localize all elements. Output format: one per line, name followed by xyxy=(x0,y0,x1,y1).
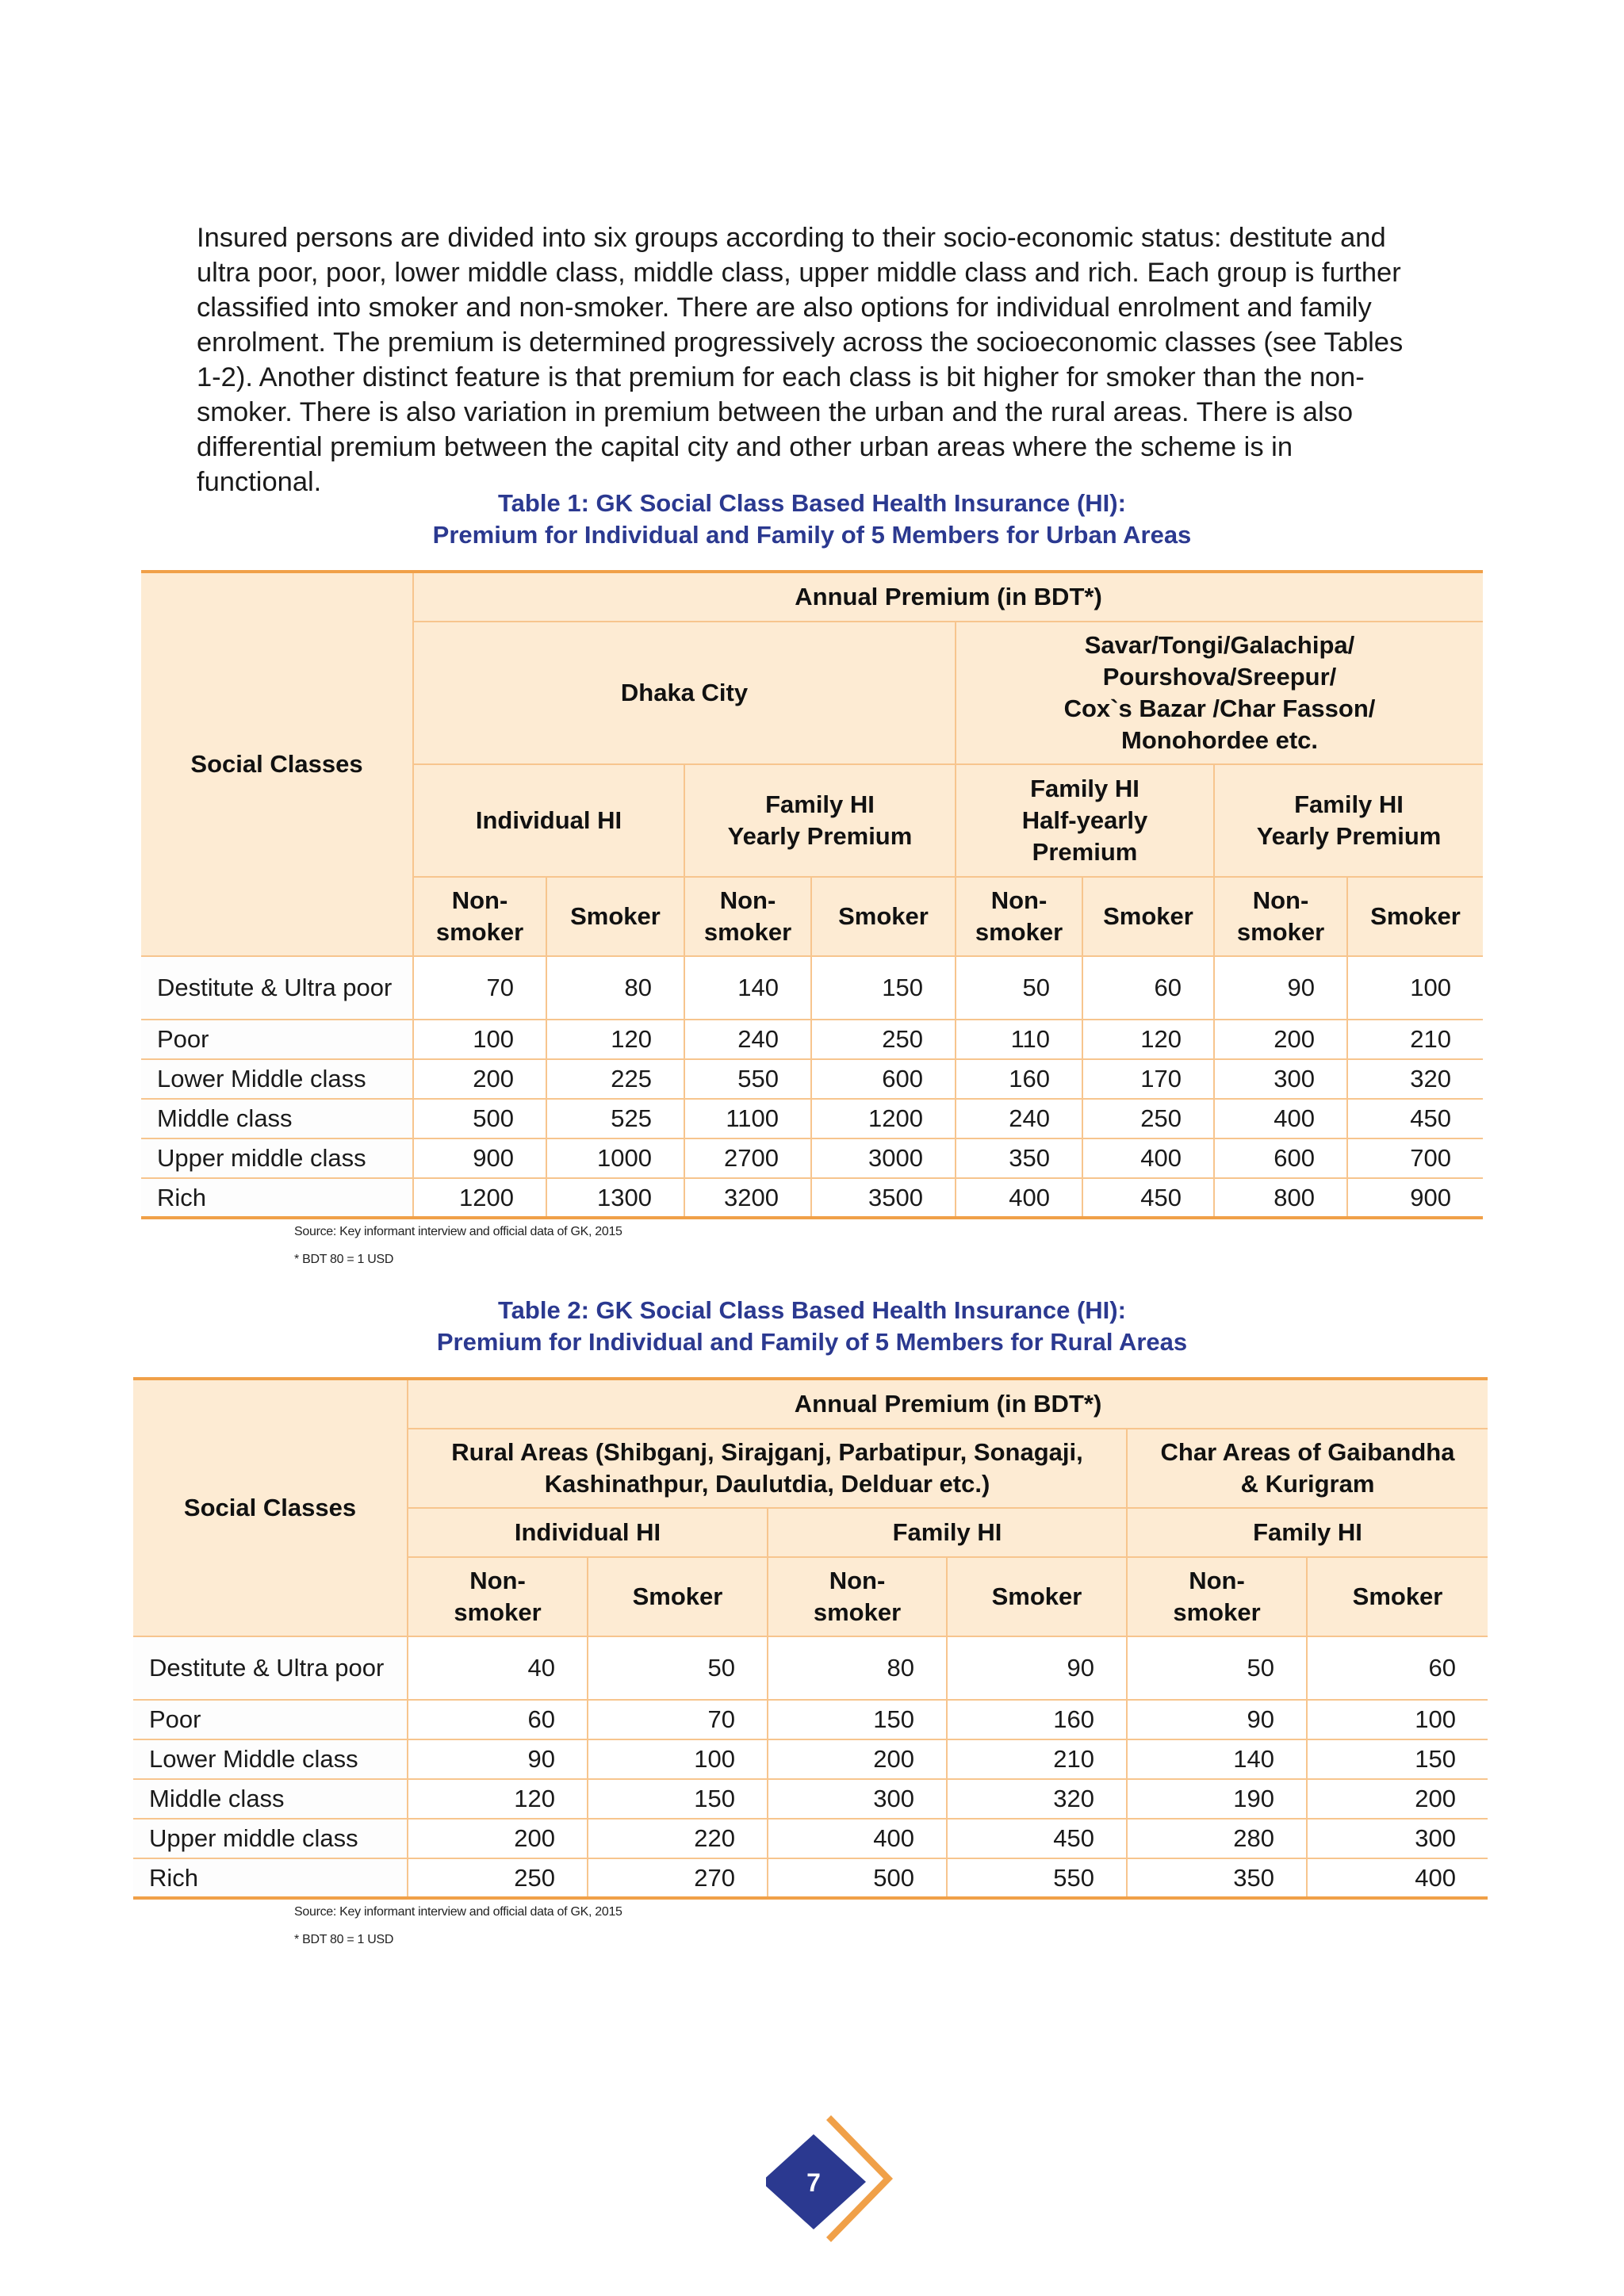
table2-currency-note: * BDT 80 = 1 USD xyxy=(294,1933,394,1946)
header-line: Half-yearly xyxy=(1021,806,1148,834)
header-line: smoker xyxy=(813,1598,902,1626)
other-areas-line: Savar/Tongi/Galachipa/ xyxy=(1084,631,1355,659)
cell: 100 xyxy=(1307,1700,1488,1739)
cell: 50 xyxy=(956,956,1082,1020)
table1-currency-note: * BDT 80 = 1 USD xyxy=(294,1253,394,1266)
row-label: Destitute & Ultra poor xyxy=(141,956,413,1020)
cell: 1200 xyxy=(811,1099,956,1138)
rural-areas-header xyxy=(408,1429,1127,1508)
cell: 60 xyxy=(1307,1636,1488,1700)
table-row xyxy=(141,1138,1483,1178)
row-label: Rich xyxy=(141,1178,413,1218)
cell: 500 xyxy=(413,1099,546,1138)
header-line: Non- xyxy=(990,886,1048,914)
table-row xyxy=(141,1059,1483,1099)
cell: 120 xyxy=(408,1779,588,1819)
non-smoker-header xyxy=(956,877,1082,956)
cell: 250 xyxy=(1082,1099,1214,1138)
cell: 1000 xyxy=(546,1138,684,1178)
table-row xyxy=(133,1858,1488,1898)
family-hi-header-2: Family HI xyxy=(1127,1508,1488,1557)
cell: 450 xyxy=(1347,1099,1483,1138)
family-hi-header: Family HI xyxy=(768,1508,1127,1557)
cell: 70 xyxy=(588,1700,768,1739)
table2-title-line2: Premium for Individual and Family of 5 Members for Rural Areas xyxy=(436,1328,1188,1356)
cell: 450 xyxy=(947,1819,1127,1858)
table-row xyxy=(141,1178,1483,1218)
cell: 400 xyxy=(1214,1099,1347,1138)
cell: 240 xyxy=(956,1099,1082,1138)
cell: 210 xyxy=(1347,1020,1483,1059)
cell: 60 xyxy=(408,1700,588,1739)
cell: 90 xyxy=(1127,1700,1307,1739)
other-areas-line: Cox`s Bazar /Char Fasson/ xyxy=(1063,695,1376,722)
table-row xyxy=(133,1700,1488,1739)
table-row xyxy=(133,1779,1488,1819)
cell: 2700 xyxy=(684,1138,811,1178)
cell: 110 xyxy=(956,1020,1082,1059)
annual-premium-header: Annual Premium (in BDT*) xyxy=(408,1379,1488,1429)
cell: 200 xyxy=(1307,1779,1488,1819)
header-line: Non- xyxy=(1189,1567,1245,1594)
header-line: smoker xyxy=(975,918,1063,946)
cell: 270 xyxy=(588,1858,768,1898)
cell: 90 xyxy=(408,1739,588,1779)
header-line: Rural Areas (Shibganj, Sirajganj, Parbatipur, Sonagaji, xyxy=(451,1438,1083,1466)
cell: 100 xyxy=(588,1739,768,1779)
table2-source-note: Source: Key informant interview and official data of GK, 2015 xyxy=(294,1905,622,1919)
non-smoker-header xyxy=(413,877,546,956)
header-line: Non- xyxy=(1252,886,1309,914)
header-line: Family HI xyxy=(765,790,875,818)
table1-title-line1: Table 1: GK Social Class Based Health Insurance (HI): xyxy=(498,489,1126,517)
cell: 400 xyxy=(956,1178,1082,1218)
cell: 550 xyxy=(684,1059,811,1099)
cell: 525 xyxy=(546,1099,684,1138)
cell: 450 xyxy=(1082,1178,1214,1218)
cell: 700 xyxy=(1347,1138,1483,1178)
non-smoker-header xyxy=(408,1557,588,1636)
cell: 150 xyxy=(768,1700,947,1739)
table-row xyxy=(141,1099,1483,1138)
cell: 90 xyxy=(1214,956,1347,1020)
cell: 150 xyxy=(811,956,956,1020)
cell: 200 xyxy=(1214,1020,1347,1059)
family-hi-yearly-header-2 xyxy=(1214,764,1483,877)
cell: 70 xyxy=(413,956,546,1020)
header-line: & Kurigram xyxy=(1240,1470,1375,1498)
cell: 120 xyxy=(546,1020,684,1059)
header-line: smoker xyxy=(435,918,524,946)
table1-urban-premium xyxy=(141,570,1483,1219)
cell: 280 xyxy=(1127,1819,1307,1858)
individual-hi-header: Individual HI xyxy=(408,1508,768,1557)
cell: 400 xyxy=(768,1819,947,1858)
other-urban-areas-header xyxy=(956,622,1483,764)
cell: 120 xyxy=(1082,1020,1214,1059)
cell: 170 xyxy=(1082,1059,1214,1099)
row-label: Upper middle class xyxy=(141,1138,413,1178)
table-row xyxy=(133,1636,1488,1700)
page-number-badge xyxy=(766,2112,893,2255)
cell: 140 xyxy=(684,956,811,1020)
cell: 900 xyxy=(1347,1178,1483,1218)
table-row xyxy=(133,1739,1488,1779)
cell: 220 xyxy=(588,1819,768,1858)
table-row xyxy=(133,1819,1488,1858)
annual-premium-header: Annual Premium (in BDT*) xyxy=(413,572,1483,622)
cell: 1100 xyxy=(684,1099,811,1138)
smoker-header: Smoker xyxy=(947,1557,1127,1636)
header-line: Non- xyxy=(829,1567,886,1594)
cell: 150 xyxy=(588,1779,768,1819)
cell: 600 xyxy=(811,1059,956,1099)
other-areas-line: Pourshova/Sreepur/ xyxy=(1102,663,1337,691)
cell: 50 xyxy=(588,1636,768,1700)
header-line: smoker xyxy=(1173,1598,1261,1626)
row-label: Poor xyxy=(141,1020,413,1059)
non-smoker-header xyxy=(1214,877,1347,956)
smoker-header: Smoker xyxy=(811,877,956,956)
row-label: Rich xyxy=(133,1858,408,1898)
header-line: Family HI xyxy=(1030,775,1139,802)
row-label: Middle class xyxy=(133,1779,408,1819)
family-hi-halfyearly-header xyxy=(956,764,1214,877)
cell: 600 xyxy=(1214,1138,1347,1178)
cell: 320 xyxy=(947,1779,1127,1819)
cell: 3200 xyxy=(684,1178,811,1218)
cell: 1300 xyxy=(546,1178,684,1218)
individual-hi-header: Individual HI xyxy=(413,764,684,877)
smoker-header: Smoker xyxy=(1347,877,1483,956)
cell: 210 xyxy=(947,1739,1127,1779)
header-line: Char Areas of Gaibandha xyxy=(1160,1438,1455,1466)
cell: 300 xyxy=(1214,1059,1347,1099)
table2-caption xyxy=(0,1295,1624,1358)
table-row xyxy=(141,1020,1483,1059)
cell: 190 xyxy=(1127,1779,1307,1819)
cell: 50 xyxy=(1127,1636,1307,1700)
cell: 1200 xyxy=(413,1178,546,1218)
row-label: Poor xyxy=(133,1700,408,1739)
intro-paragraph: Insured persons are divided into six groups according to their socio-economic status: destitute and ultra poor, poor, lower middle class, middle class, upper middle class and rich. Each group is further classified into smoker and non-smoker. There are also options for individual enrolment and family enrolment. The premium is determined progressively across the socioeconomic classes (see Tables 1-2). Another distinct feature is that premium for each class is bit higher for smoker than the non-smoker. There is also variation in premium between the urban and the rural areas. There is also differential premium between the capital city and other urban areas where the scheme is in functional. xyxy=(197,222,1404,497)
header-line: Non- xyxy=(469,1567,526,1594)
non-smoker-header xyxy=(1127,1557,1307,1636)
cell: 140 xyxy=(1127,1739,1307,1779)
row-label: Upper middle class xyxy=(133,1819,408,1858)
table-row xyxy=(141,956,1483,1020)
table2-title-line1: Table 2: GK Social Class Based Health Insurance (HI): xyxy=(498,1296,1126,1324)
other-areas-line: Monohordee etc. xyxy=(1121,726,1319,754)
cell: 3000 xyxy=(811,1138,956,1178)
cell: 225 xyxy=(546,1059,684,1099)
row-label: Lower Middle class xyxy=(141,1059,413,1099)
social-classes-header: Social Classes xyxy=(133,1379,408,1636)
non-smoker-header xyxy=(768,1557,947,1636)
row-label: Lower Middle class xyxy=(133,1739,408,1779)
non-smoker-header xyxy=(684,877,811,956)
header-line: Yearly Premium xyxy=(1256,822,1442,850)
cell: 60 xyxy=(1082,956,1214,1020)
header-line: smoker xyxy=(454,1598,542,1626)
cell: 300 xyxy=(1307,1819,1488,1858)
cell: 200 xyxy=(413,1059,546,1099)
row-label: Middle class xyxy=(141,1099,413,1138)
cell: 800 xyxy=(1214,1178,1347,1218)
cell: 3500 xyxy=(811,1178,956,1218)
cell: 350 xyxy=(1127,1858,1307,1898)
cell: 150 xyxy=(1307,1739,1488,1779)
header-line: Family HI xyxy=(1294,790,1404,818)
cell: 100 xyxy=(413,1020,546,1059)
cell: 100 xyxy=(1347,956,1483,1020)
cell: 400 xyxy=(1082,1138,1214,1178)
social-classes-header: Social Classes xyxy=(141,572,413,956)
table1-title-line2: Premium for Individual and Family of 5 Members for Urban Areas xyxy=(432,521,1192,549)
smoker-header: Smoker xyxy=(1307,1557,1488,1636)
dhaka-city-header: Dhaka City xyxy=(413,622,956,764)
header-line: smoker xyxy=(1236,918,1325,946)
cell: 160 xyxy=(947,1700,1127,1739)
cell: 400 xyxy=(1307,1858,1488,1898)
cell: 80 xyxy=(768,1636,947,1700)
cell: 320 xyxy=(1347,1059,1483,1099)
cell: 250 xyxy=(811,1020,956,1059)
cell: 500 xyxy=(768,1858,947,1898)
cell: 350 xyxy=(956,1138,1082,1178)
smoker-header: Smoker xyxy=(588,1557,768,1636)
header-line: Kashinathpur, Daulutdia, Delduar etc.) xyxy=(544,1470,990,1498)
cell: 900 xyxy=(413,1138,546,1178)
family-hi-yearly-header xyxy=(684,764,956,877)
cell: 200 xyxy=(768,1739,947,1779)
cell: 160 xyxy=(956,1059,1082,1099)
cell: 550 xyxy=(947,1858,1127,1898)
smoker-header: Smoker xyxy=(1082,877,1214,956)
cell: 250 xyxy=(408,1858,588,1898)
cell: 200 xyxy=(408,1819,588,1858)
header-line: smoker xyxy=(703,918,792,946)
header-line: Non- xyxy=(451,886,508,914)
table1-caption xyxy=(0,488,1624,551)
header-line: Non- xyxy=(719,886,776,914)
char-areas-header xyxy=(1127,1429,1488,1508)
cell: 80 xyxy=(546,956,684,1020)
table2-rural-premium xyxy=(133,1377,1488,1900)
header-line: Yearly Premium xyxy=(727,822,913,850)
header-line: Premium xyxy=(1032,838,1138,866)
row-label: Destitute & Ultra poor xyxy=(133,1636,408,1700)
page-number: 7 xyxy=(806,2168,821,2197)
cell: 40 xyxy=(408,1636,588,1700)
smoker-header: Smoker xyxy=(546,877,684,956)
cell: 240 xyxy=(684,1020,811,1059)
table1-source-note: Source: Key informant interview and official data of GK, 2015 xyxy=(294,1225,622,1238)
cell: 90 xyxy=(947,1636,1127,1700)
cell: 300 xyxy=(768,1779,947,1819)
